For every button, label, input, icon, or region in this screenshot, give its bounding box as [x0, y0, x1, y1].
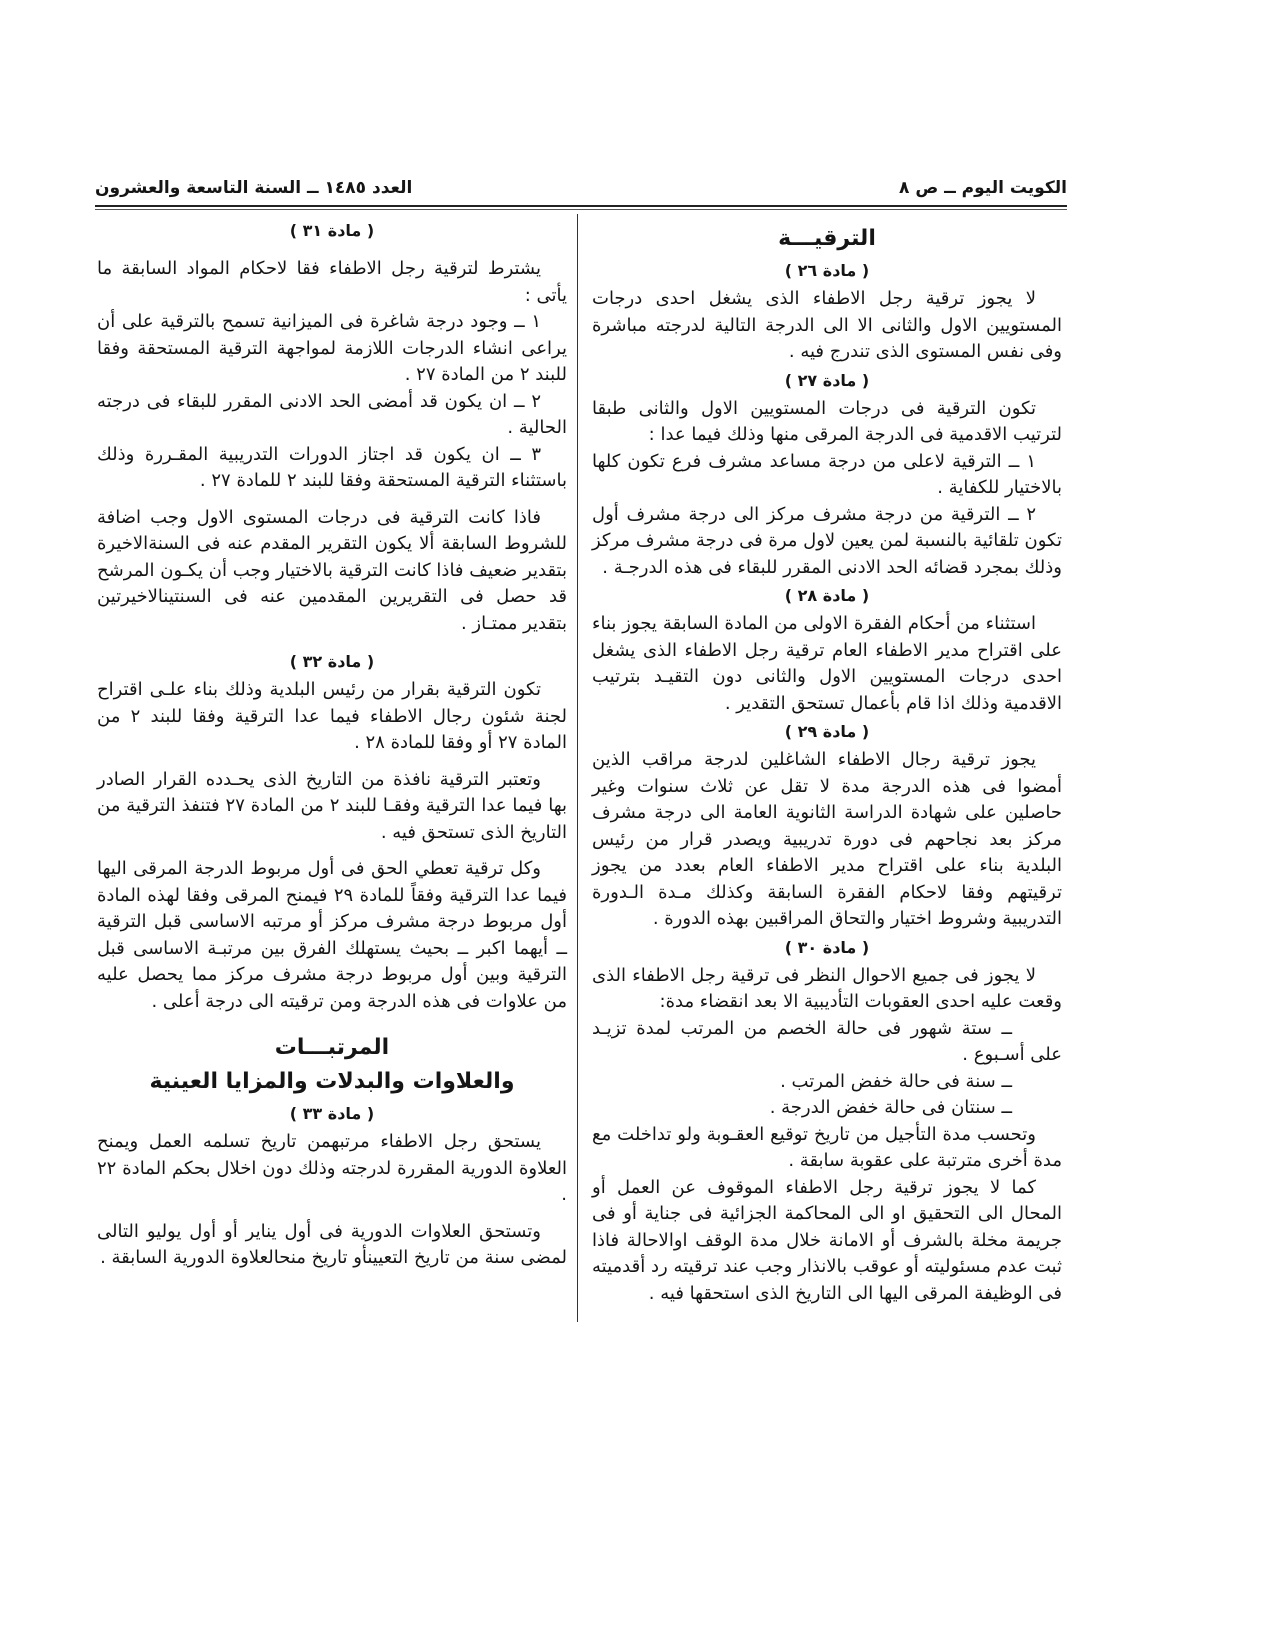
article-32-text: تكون الترقية بقرار من رئيس البلدية وذلك بناء علـى اقتراح لجنة شئون رجال الاطفاء فيما عدا الترقية وفقا للبند ٢ من المادة ٢٧ أو وفقا للمادة ٢٨ . [97, 679, 567, 753]
article-31-text: يشترط لترقية رجل الاطفاء فقا لاحكام المواد السابقة ما يأتى : [97, 258, 567, 306]
article-27-item-1: ١ ــ الترقية لاعلى من درجة مساعد مشرف فرع تكون كلها بالاختيار للكفاية . [592, 450, 1062, 498]
section-title-promotion: الترقيـــة [778, 226, 876, 251]
header-rule-thin [95, 209, 1067, 210]
page-header [95, 174, 1067, 202]
article-31-item-3: ٣ ــ ان يكون قد اجتاز الدورات التدريبية المقـررة وذلك باستثناء الترقية المستحقة وفقا للبند ٢ للمادة ٢٧ . [97, 443, 567, 491]
article-33-paragraph-2: وتستحق العلاوات الدورية فى أول يناير أو أول يوليو التالى لمضى سنة من تاريخ التعيينأو تاريخ منحالعلاوة الدورية السابقة . [97, 1220, 567, 1268]
article-heading-29: ( مادة ٢٩ ) [784, 722, 870, 741]
article-30-dash-1: ــ ستة شهور فى حالة الخصم من المرتب لمدة تزيـد على أسـبوع . [592, 1017, 1062, 1065]
column-divider [577, 214, 578, 1322]
article-26-text: لا يجوز ترقية رجل الاطفاء الذى يشغل احدى درجات المستويين الاول والثانى الا الى الدرجة التالية لدرجته مباشرة وفى نفس المستوى الذى تندرج فيه . [592, 288, 1062, 362]
article-heading-27: ( مادة ٢٧ ) [784, 370, 870, 390]
article-28-text: استثناء من أحكام الفقرة الاولى من المادة السابقة يجوز بناء على اقتراح مدير الاطفاء العام ترقية رجل الاطفاء الذى يشغل احدى درجات المستويين الاول والثانى دون التقيـد بترتيب الاقدمية وذلك اذا قام بأعمال تستحق التقدير . [592, 613, 1062, 714]
article-32-paragraph-2: وتعتبر الترقية نافذة من التاريخ الذى يحـدده القرار الصادر بها فيما عدا الترقية وفقـا للبند ٢ من المادة ٢٧ فتنفذ الترقية من التاريخ الذى تستحق فيه . [97, 768, 567, 843]
article-30-text: لا يجوز فى جميع الاحوال النظر فى ترقية رجل الاطفاء الذى وقعت عليه احدى العقوبات التأديبية الا بعد انقضاء مدة: [592, 964, 1062, 1012]
article-heading-28: ( مادة ٢٨ ) [784, 586, 870, 605]
article-heading-32: ( مادة ٣٢ ) [289, 652, 375, 671]
article-27-item-2: ٢ ــ الترقية من درجة مشرف مركز الى درجة مشرف أول تكون تلقائية بالنسبة لمن يعين لاول مرة فى درجة مشرف مركز وذلك بمجرد قضائه الحد الادنى المقرر للبقاء فى هذه الدرجـة . [592, 503, 1062, 578]
left-column [97, 216, 567, 1272]
article-heading-31: ( مادة ٣١ ) [289, 221, 375, 240]
section-title-salaries: المرتبـــات [274, 1035, 390, 1060]
section-subtitle-allowances: والعلاوات والبدلات والمزايا العينية [149, 1069, 515, 1094]
article-31-item-2: ٢ ــ ان يكون قد أمضى الحد الادنى المقرر للبقاء فى درجته الحالية . [97, 390, 567, 438]
article-33-text: يستحق رجل الاطفاء مرتبهمن تاريخ تسلمه العمل ويمنح العلاوة الدورية المقررة لدرجته وذلك دون اخلال بحكم المادة ٢٢ . [97, 1131, 567, 1205]
article-31-paragraph-2: فاذا كانت الترقية فى درجات المستوى الاول وجب اضافة للشروط السابقة ألا يكون التقرير المقدم عنه فى السنةالاخيرة بتقدير ضعيف فاذا كانت الترقية بالاختيار وجب أن يكـون المرشح قد حصل فى التقريرين المقدمين عنه فى السنتينالاخيرتين بتقدير ممتـاز . [97, 506, 567, 634]
right-column [592, 222, 1062, 1307]
article-32-paragraph-3: وكل ترقية تعطي الحق فى أول مربوط الدرجة المرقى اليها فيما عدا الترقية وفقاً للمادة ٢٩ فيمنح المرقى وفقا لهذه المادة أول مربوط درجة مشرف مركز أو مرتبه الاساسى قبل الترقية ــ أيهما اكبر ــ بحيث يستهلك الفرق بين مرتبـة الاساسى قبل الترقية وبين أول مربوط درجة مشرف مركز مما يحصل عليه من علاوات فى هذه الدرجة ومن ترقيته الى درجة أعلى . [97, 858, 567, 1012]
article-heading-26: ( مادة ٢٦ ) [784, 261, 870, 280]
article-30-dash-2: ــ سنة فى حالة خفض المرتب . [780, 1070, 1012, 1092]
article-29-text: يجوز ترقية رجال الاطفاء الشاغلين لدرجة مراقب الذين أمضوا فى هذه الدرجة مدة لا تقل عن ثلاث سنوات وغير حاصلين على شهادة الدراسة الثانوية العامة الى درجة مشرف مركز بعد نجاحهم فى دورة تدريبية ويصدر قرار من رئيس البلدية بناء على اقتراح مدير الاطفاء العام بعدد من يجوز ترقيتهم وفقا لاحكام الفقرة السابقة وكذلك مـدة الـدورة التدريبية وشروط اختيار والتحاق المراقبين بهذه الدورة . [592, 749, 1062, 929]
article-30-dash-3: ــ سنتان فى حالة خفض الدرجة . [769, 1097, 1012, 1118]
header-publication-page: الكويت اليوم ــ ص ٨ [899, 178, 1067, 198]
article-heading-30: ( مادة ٣٠ ) [784, 937, 870, 957]
article-30-paragraph-2: وتحسب مدة التأجيل من تاريخ توقيع العقـوبة ولو تداخلت مع مدة أخرى مترتبة على عقوبة سابقة . [592, 1123, 1062, 1171]
header-rule [95, 205, 1067, 207]
article-heading-33: ( مادة ٣٣ ) [289, 1104, 375, 1123]
article-30-paragraph-3: كما لا يجوز ترقية رجل الاطفاء الموقوف عن العمل أو المحال الى التحقيق او الى المحاكمة الجزائية فى جناية أو فى جريمة مخلة بالشرف أو الامانة خلال مدة الوقف اوالاحالة فاذا ثبت عدم مسئوليته أو عوقب بالانذار وجب عند ترقيته رد أقدميته فى الوظيفة المرقى اليها الى التاريخ الذى استحقها فيه . [592, 1176, 1062, 1304]
article-27-text: تكون الترقية فى درجات المستويين الاول والثانى طبقا لترتيب الاقدمية فى الدرجة المرقى منها وذلك فيما عدا : [592, 397, 1062, 445]
header-issue-year: العدد ١٤٨٥ ــ السنة التاسعة والعشرون [95, 178, 413, 198]
article-31-item-1: ١ ــ وجود درجة شاغرة فى الميزانية تسمح بالترقية على أن يراعى انشاء الدرجات اللازمة لمواجهة الترقية المستحقة وفقا للبند ٢ من المادة ٢٧ . [97, 311, 567, 385]
